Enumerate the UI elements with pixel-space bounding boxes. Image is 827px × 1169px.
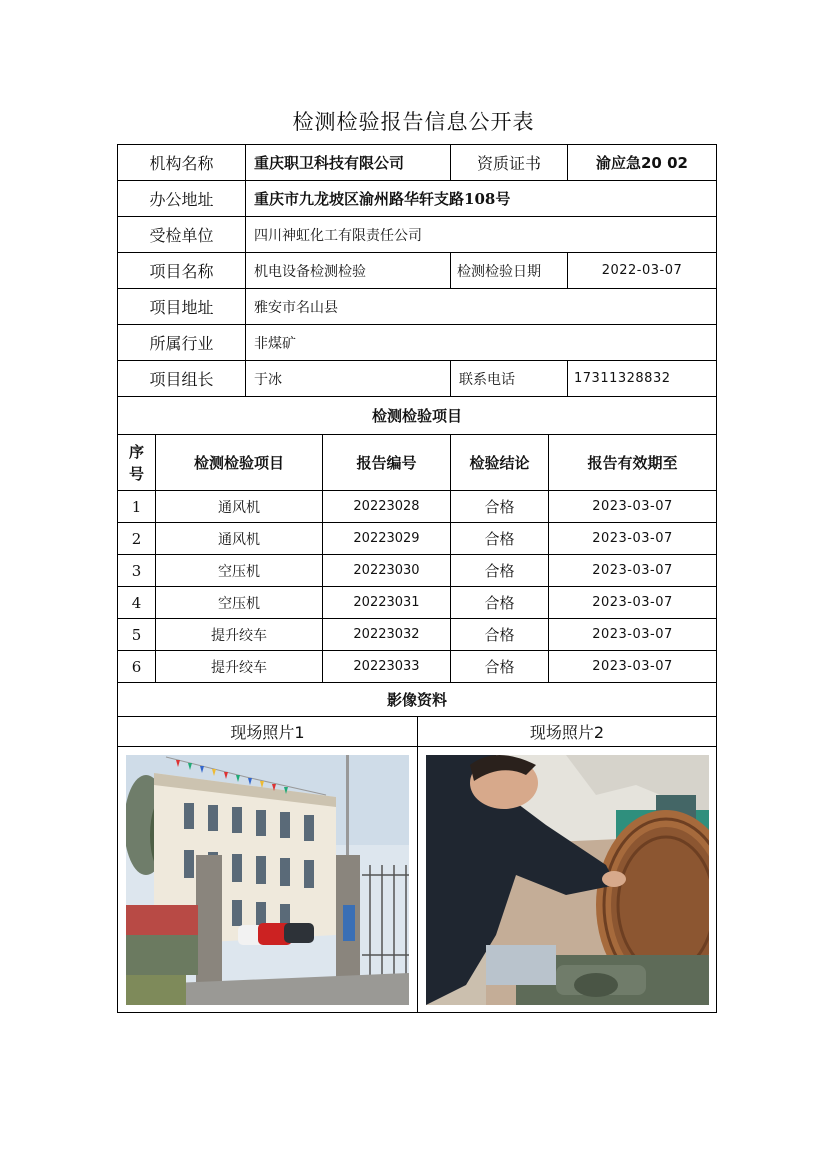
project-label: 项目名称 <box>118 253 246 289</box>
items-section-heading: 检测检验项目 <box>118 397 716 435</box>
site-value: 雅安市名山县 <box>246 289 716 325</box>
col-seq-header-line2: 号 <box>128 464 144 483</box>
qual-label: 资质证书 <box>451 145 568 181</box>
col-report-no-header: 报告编号 <box>323 435 451 491</box>
date-label: 检测检验日期 <box>451 253 568 289</box>
table-row-result: 合格 <box>451 523 549 555</box>
table-row-seq: 3 <box>118 555 156 587</box>
table-row-report-no: 20223028 <box>323 491 451 523</box>
qual-value: 渝应急20 02 <box>568 145 716 181</box>
table-row-valid: 2023-03-07 <box>549 491 716 523</box>
table-row-seq: 5 <box>118 619 156 651</box>
table-row-valid: 2023-03-07 <box>549 651 716 683</box>
table-row-item: 空压机 <box>156 587 323 619</box>
industry-label: 所属行业 <box>118 325 246 361</box>
table-row-report-no: 20223030 <box>323 555 451 587</box>
images-section-heading: 影像资料 <box>118 683 716 717</box>
table-row-report-no: 20223029 <box>323 523 451 555</box>
table-row-result: 合格 <box>451 619 549 651</box>
phone-label: 联系电话 <box>451 361 568 397</box>
col-seq-header <box>118 435 156 491</box>
table-row-valid: 2023-03-07 <box>549 523 716 555</box>
table-row-seq: 4 <box>118 587 156 619</box>
leader-value: 于冰 <box>246 361 451 397</box>
photo1-label: 现场照片1 <box>118 717 418 747</box>
table-row-item: 提升绞车 <box>156 619 323 651</box>
table-row-report-no: 20223031 <box>323 587 451 619</box>
address-value: 重庆市九龙坡区渝州路华轩支路108号 <box>246 181 716 217</box>
table-row-report-no: 20223033 <box>323 651 451 683</box>
leader-label: 项目组长 <box>118 361 246 397</box>
table-row-valid: 2023-03-07 <box>549 619 716 651</box>
col-valid-header: 报告有效期至 <box>549 435 716 491</box>
photo2-label: 现场照片2 <box>418 717 716 747</box>
site-label: 项目地址 <box>118 289 246 325</box>
industry-value: 非煤矿 <box>246 325 716 361</box>
project-value: 机电设备检测检验 <box>246 253 451 289</box>
client-label: 受检单位 <box>118 217 246 253</box>
site-photo-1 <box>126 755 409 1005</box>
address-label: 办公地址 <box>118 181 246 217</box>
site-photo-2 <box>426 755 709 1005</box>
table-row-seq: 1 <box>118 491 156 523</box>
table-row-result: 合格 <box>451 491 549 523</box>
col-item-header: 检测检验项目 <box>156 435 323 491</box>
report-table <box>117 144 717 1013</box>
table-row-report-no: 20223032 <box>323 619 451 651</box>
table-row-seq: 2 <box>118 523 156 555</box>
table-row-valid: 2023-03-07 <box>549 555 716 587</box>
table-row-item: 通风机 <box>156 491 323 523</box>
col-seq-header-line1: 序 <box>128 442 144 461</box>
phone-value: 17311328832 <box>568 361 716 397</box>
table-row-item: 提升绞车 <box>156 651 323 683</box>
col-result-header: 检验结论 <box>451 435 549 491</box>
table-row-item: 空压机 <box>156 555 323 587</box>
table-row-result: 合格 <box>451 555 549 587</box>
client-value: 四川神虹化工有限责任公司 <box>246 217 716 253</box>
table-row-result: 合格 <box>451 651 549 683</box>
org-label: 机构名称 <box>118 145 246 181</box>
page-title: 检测检验报告信息公开表 <box>292 110 535 134</box>
table-row-valid: 2023-03-07 <box>549 587 716 619</box>
org-value: 重庆职卫科技有限公司 <box>246 145 451 181</box>
table-row-result: 合格 <box>451 587 549 619</box>
date-value: 2022-03-07 <box>568 253 716 289</box>
table-row-seq: 6 <box>118 651 156 683</box>
table-row-item: 通风机 <box>156 523 323 555</box>
